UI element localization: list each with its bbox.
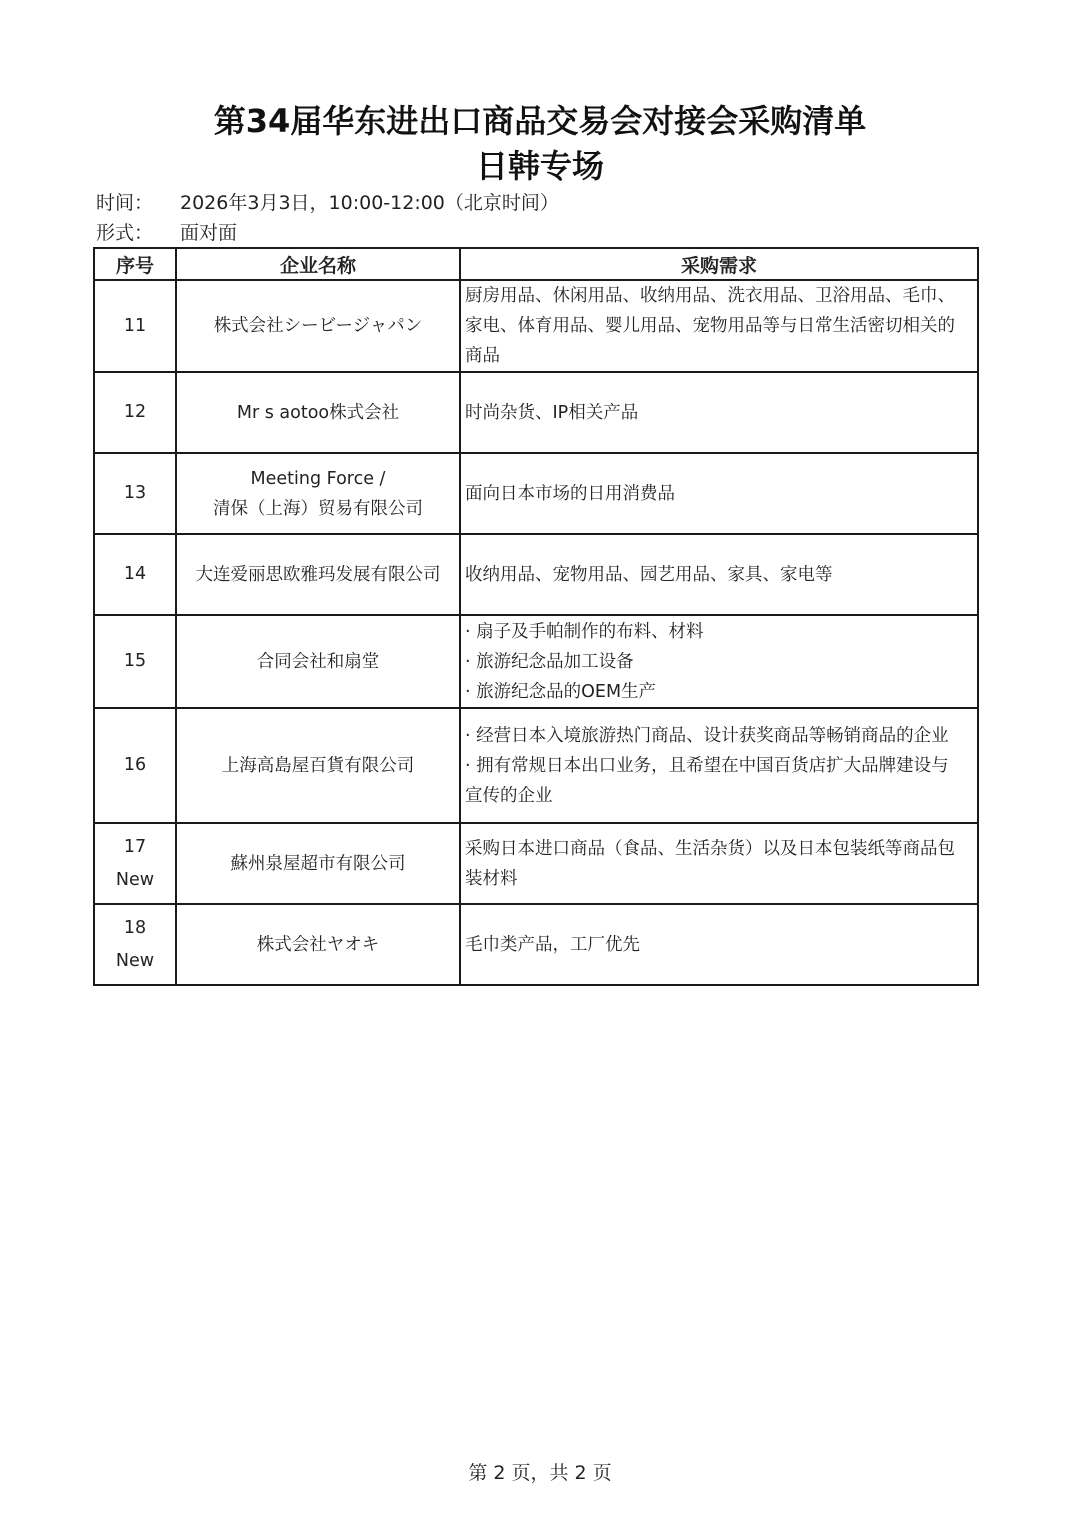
- table-body: [94, 280, 978, 985]
- requirements: [460, 904, 978, 985]
- row-number: [94, 372, 176, 453]
- requirement-line: · 扇子及手帕制作的布料、材料: [465, 621, 704, 642]
- company-name-line: Meeting Force /: [250, 468, 386, 489]
- table-row: [94, 823, 978, 904]
- format-row: [96, 219, 237, 247]
- row-number-value: 16: [123, 755, 147, 775]
- row-number-value: 13: [123, 483, 147, 503]
- row-number: [94, 453, 176, 534]
- requirement-line: · 经营日本入境旅游热门商品、设计获奖商品等畅销商品的企业: [465, 725, 949, 746]
- company-name-line: 清保（上海）贸易有限公司: [213, 498, 423, 519]
- company-name-line: Mr s aotoo株式会社: [236, 402, 400, 423]
- header-requirements: 采购需求: [460, 248, 978, 280]
- company-name-line: 株式会社シービージャパン: [213, 316, 423, 336]
- page-subtitle: 日韩专场: [475, 147, 604, 185]
- new-tag: New: [115, 869, 155, 890]
- requirement-line: 时尚杂货、IP相关产品: [465, 402, 639, 423]
- requirements: [460, 453, 978, 534]
- requirement-line: 厨房用品、休闲用品、收纳用品、洗衣用品、卫浴用品、毛巾、: [465, 286, 955, 306]
- table-row: [94, 280, 978, 372]
- requirement-line: · 拥有常规日本出口业务，且希望在中国百货店扩大品牌建设与: [465, 755, 949, 776]
- row-number-value: 18: [123, 917, 147, 938]
- page-title: 第34届华东进出口商品交易会对接会采购清单: [213, 102, 867, 140]
- page-footer: 第 2 页，共 2 页: [468, 1462, 612, 1484]
- requirements: [460, 372, 978, 453]
- company-name: [176, 904, 460, 985]
- requirement-line: 家电、体育用品、婴儿用品、宠物用品等与日常生活密切相关的: [465, 316, 955, 336]
- table-header-row: [94, 248, 978, 280]
- requirement-line: 收纳用品、宠物用品、园艺用品、家具、家电等: [465, 564, 833, 585]
- table-row: [94, 904, 978, 985]
- company-name: [176, 453, 460, 534]
- table-row: [94, 708, 978, 823]
- company-name: [176, 615, 460, 708]
- table-row: [94, 615, 978, 708]
- requirement-line: 宣传的企业: [465, 785, 553, 806]
- header-number: 序号: [94, 248, 176, 280]
- procurement-table: [93, 247, 979, 986]
- row-number: [94, 534, 176, 615]
- requirement-line: · 旅游纪念品加工设备: [465, 651, 634, 672]
- company-name-line: 上海高島屋百貨有限公司: [221, 755, 415, 776]
- requirements: [460, 823, 978, 904]
- format-value: 面对面: [180, 222, 238, 244]
- requirement-line: 毛巾类产品，工厂优先: [465, 934, 640, 955]
- row-number: [94, 708, 176, 823]
- row-number-value: 12: [123, 402, 147, 422]
- requirement-line: 商品: [465, 346, 500, 366]
- row-number-value: 17: [123, 836, 147, 857]
- new-tag: New: [115, 950, 155, 971]
- company-name: [176, 708, 460, 823]
- row-number: [94, 823, 176, 904]
- header-company: 企业名称: [176, 248, 460, 280]
- company-name: [176, 280, 460, 372]
- company-name-line: 株式会社ヤオキ: [256, 934, 380, 955]
- requirement-line: 采购日本进口商品（食品、生活杂货）以及日本包装纸等商品包: [465, 838, 955, 859]
- table-row: [94, 453, 978, 534]
- requirements: [460, 615, 978, 708]
- row-number: [94, 615, 176, 708]
- row-number: [94, 904, 176, 985]
- table-row: [94, 372, 978, 453]
- company-name-line: 蘇州泉屋超市有限公司: [230, 853, 406, 874]
- company-name-line: 合同会社和扇堂: [256, 651, 380, 672]
- time-row: [96, 189, 559, 217]
- requirement-line: 面向日本市场的日用消费品: [465, 483, 675, 504]
- row-number: [94, 280, 176, 372]
- time-label: 时间：: [96, 192, 154, 214]
- requirement-line: · 旅游纪念品的OEM生产: [465, 681, 657, 702]
- requirements: [460, 280, 978, 372]
- company-name-line: 大连爱丽思欧雅玛发展有限公司: [195, 564, 441, 585]
- time-value: 2026年3月3日，10:00-12:00（北京时间）: [180, 192, 559, 214]
- requirements: [460, 708, 978, 823]
- row-number-value: 14: [123, 564, 147, 584]
- format-label: 形式：: [96, 222, 154, 244]
- company-name: [176, 372, 460, 453]
- row-number-value: 15: [123, 651, 147, 671]
- table-row: [94, 534, 978, 615]
- requirements: [460, 534, 978, 615]
- row-number-value: 11: [123, 315, 147, 336]
- company-name: [176, 534, 460, 615]
- company-name: [176, 823, 460, 904]
- requirement-line: 装材料: [465, 868, 518, 889]
